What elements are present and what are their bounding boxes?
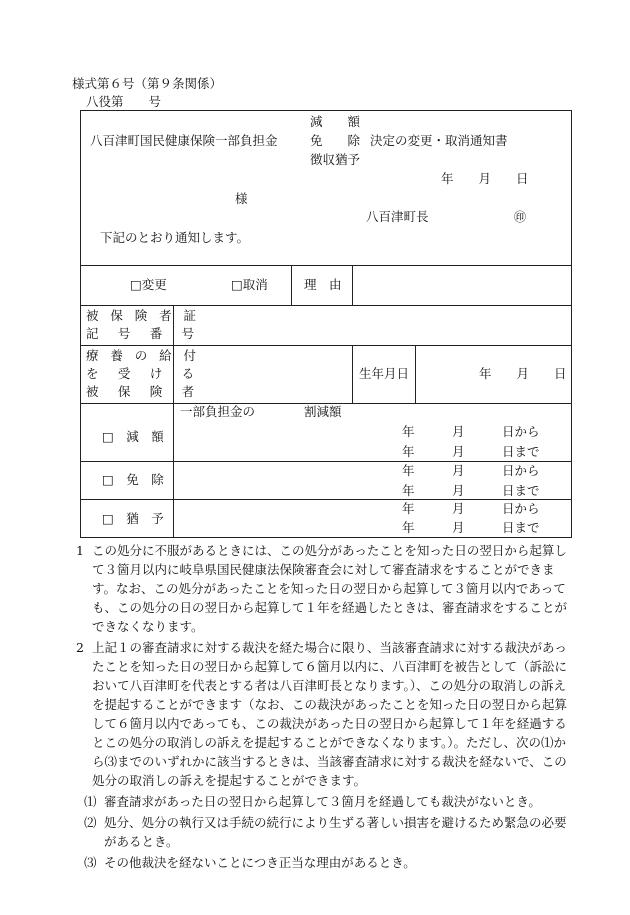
notice-decision: 決定の変更・取消通知書: [370, 133, 508, 148]
note-2: 2 上記１の審査請求に対する裁決を経た場合に限り、当該審査請求に対する裁決があったことを知った日の翌日から起算して６箇月以内に、八百津町を被告として（訴訟において八百津町を代表とする者は八百津町長となります。）、この処分の取消しの訴えを提起することができます（なお、この裁決があったことを知った日の翌日から起算して６箇月以内であっても、この裁決があった日の翌日から起算して１年を経過するとこの処分の取消しの訴えを提起することができなくなります。）。ただし、次の⑴から⑶までのいずれかに該当するときは、当該審査請求に対する裁決を経ないで、この処分の取消しの訴えを提起することができます。: [76, 640, 568, 788]
cert-label-line2: 記号番号: [86, 326, 214, 341]
note-1: 1 この処分に不服があるときには、この処分があったことを知った日の翌日から起算して３箇月以内に岐阜県国民健康法保険審査会に対して審査請求をすることができます。なお、この処分があったことを知った日の翌日から起算して３箇月以内であっても、この処分の日の翌日から起算して１年を経過したときは、審査請求をすることができなくなります。: [76, 543, 568, 634]
issuer: 八百津町長: [366, 209, 429, 224]
reduction-from-year: 年: [402, 424, 415, 439]
deferral-to-month: 月: [452, 520, 465, 535]
birthdate-value: 年 月 日: [479, 366, 567, 381]
reduction-to-month: 月: [452, 444, 465, 459]
subnote-2: ⑵ 処分、処分の執行又は手続の続行により生ずる著しい損害を避けるため緊急の必要があるとき。: [84, 815, 567, 849]
exemption-from-year: 年: [402, 463, 415, 478]
subnote-1: ⑴ 審査請求があった日の翌日から起算して３箇月を経過しても裁決がないとき。: [84, 794, 541, 809]
recipient-label-line1: 療養の給付: [86, 348, 208, 363]
exemption-from-month: 月: [452, 463, 465, 478]
deferral-from-day: 日から: [502, 501, 540, 516]
subnote-3: ⑶ その他裁決を経ないことにつき正当な理由があるとき。: [84, 855, 416, 870]
exemption-to-day: 日まで: [502, 483, 540, 498]
notes-section: [72, 541, 572, 872]
burden-suffix: 割減額: [304, 404, 342, 419]
category-exemption: 免 除: [310, 133, 361, 148]
exemption-from-day: 日から: [502, 463, 540, 478]
reduction-from-month: 月: [452, 424, 465, 439]
document-number: 八役第 号: [86, 94, 162, 109]
recipient-label-line3: 被保険者: [86, 384, 214, 399]
notice-subject: 八百津町国民健康保険一部負担金: [90, 133, 278, 148]
addressee: 様: [235, 191, 248, 206]
form-number: 様式第６号（第９条関係）: [72, 76, 223, 91]
exemption-to-month: 月: [452, 483, 465, 498]
exemption-to-year: 年: [402, 483, 415, 498]
exemption-checkbox[interactable]: □ 免 除: [102, 472, 164, 487]
deferral-from-month: 月: [452, 501, 465, 516]
deferral-to-day: 日まで: [502, 520, 540, 535]
change-checkbox[interactable]: □変更: [130, 277, 167, 292]
reduction-to-year: 年: [402, 444, 415, 459]
category-deferral: 徴収猶予: [310, 152, 361, 167]
reason-label: 理 由: [304, 277, 342, 292]
reduction-from-day: 日から: [502, 424, 540, 439]
recipient-label-line2: を受ける: [86, 366, 214, 381]
burden-prefix: 一部負担金の: [180, 404, 256, 419]
deferral-from-year: 年: [402, 501, 415, 516]
deferral-checkbox[interactable]: □ 猶 予: [102, 511, 164, 526]
reduction-to-day: 日まで: [502, 444, 540, 459]
category-reduction: 減 額: [310, 114, 361, 129]
seal-mark: ㊞: [514, 210, 527, 224]
cert-label-line1: 被保険者証: [86, 308, 208, 323]
intro-text: 下記のとおり通知します。: [100, 230, 250, 245]
birthdate-label: 生年月日: [359, 366, 410, 381]
notice-date: 年 月 日: [441, 171, 529, 186]
deferral-to-year: 年: [402, 520, 415, 535]
cancel-checkbox[interactable]: □取消: [231, 277, 268, 292]
reduction-checkbox[interactable]: □ 減 額: [102, 429, 164, 444]
